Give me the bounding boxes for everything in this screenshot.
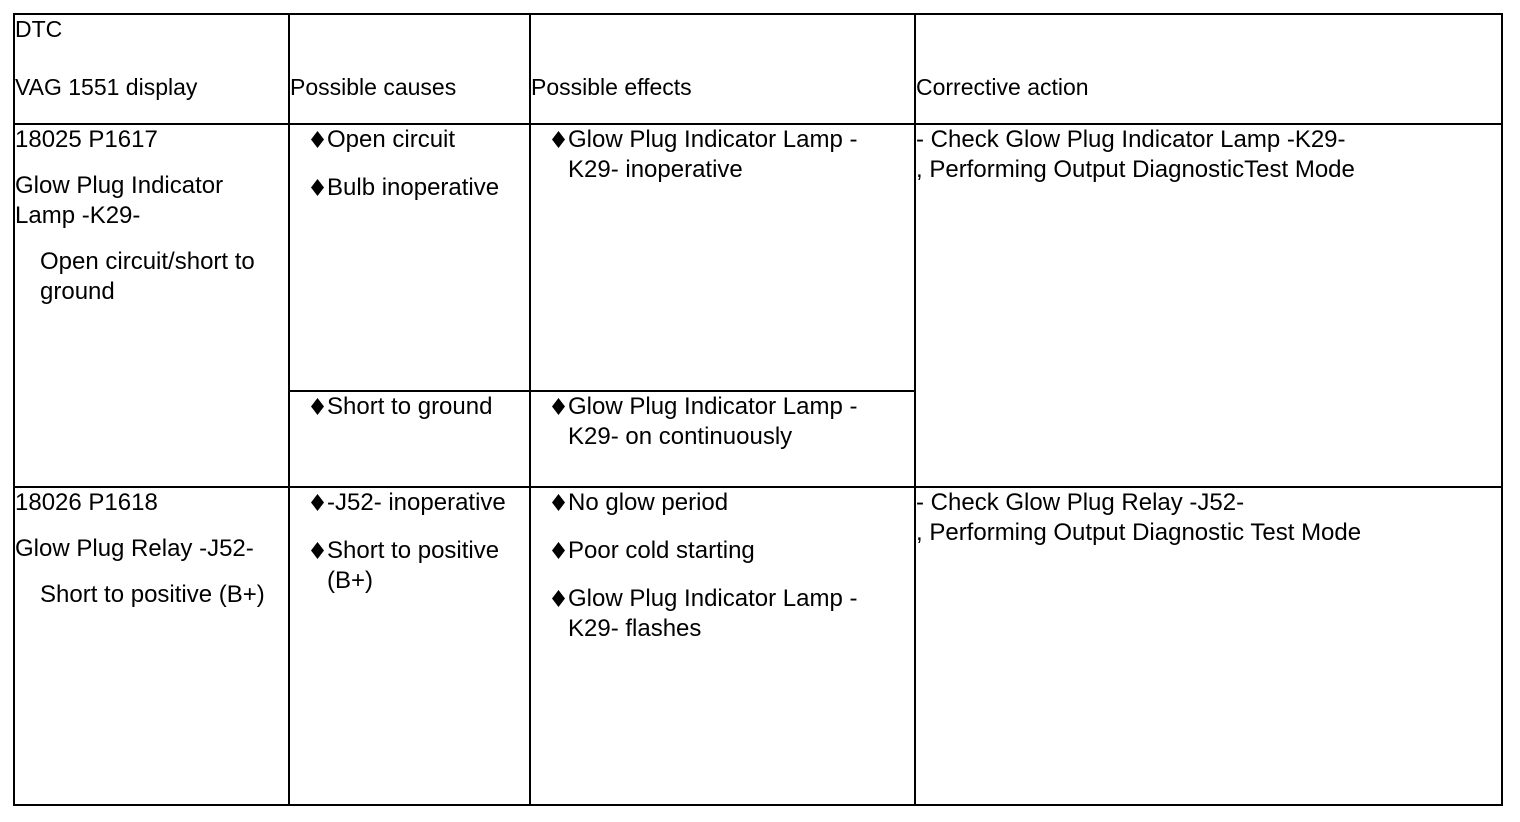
action-line: - Check Glow Plug Indicator Lamp -K29- bbox=[916, 126, 1346, 153]
dtc-table bbox=[13, 13, 1503, 806]
table-row bbox=[14, 124, 1502, 391]
effect-text: No glow period bbox=[568, 489, 729, 516]
cause-text: Open circuit bbox=[327, 126, 456, 153]
header-effects-label: Possible effects bbox=[531, 74, 692, 100]
list-item bbox=[290, 392, 529, 422]
diamond-bullet-icon bbox=[311, 131, 324, 148]
effect-text: Glow Plug Indicator Lamp -K29- flashes bbox=[568, 585, 858, 642]
dtc-condition: Open circuit/short to ground bbox=[40, 248, 255, 305]
action-cell bbox=[915, 487, 1502, 805]
dtc-component: Glow Plug Indicator Lamp -K29- bbox=[15, 172, 224, 229]
diamond-bullet-icon bbox=[552, 494, 565, 511]
list-item bbox=[531, 125, 914, 185]
cause-text: Short to positive (B+) bbox=[327, 537, 500, 594]
cause-text: Short to ground bbox=[327, 393, 493, 420]
causes-cell bbox=[289, 487, 530, 805]
effects-cell bbox=[530, 487, 915, 805]
diamond-bullet-icon bbox=[552, 398, 565, 415]
effect-text: Glow Plug Indicator Lamp -K29- on continuously bbox=[568, 393, 858, 450]
list-item bbox=[531, 392, 914, 452]
action-line: - Check Glow Plug Relay -J52- bbox=[916, 489, 1245, 516]
effect-text: Glow Plug Indicator Lamp -K29- inoperative bbox=[568, 126, 858, 183]
dtc-component: Glow Plug Relay -J52- bbox=[15, 535, 254, 562]
list-item bbox=[531, 488, 914, 518]
dtc-cell bbox=[14, 487, 289, 805]
header-row bbox=[14, 14, 1502, 124]
diamond-bullet-icon bbox=[311, 542, 324, 559]
header-dtc-label: DTC bbox=[15, 16, 63, 42]
causes-cell bbox=[289, 124, 530, 391]
dtc-code: 18026 P1618 bbox=[15, 489, 158, 516]
header-action bbox=[915, 14, 1502, 124]
header-dtc bbox=[14, 14, 289, 124]
dtc-cell bbox=[14, 124, 289, 487]
diamond-bullet-icon bbox=[552, 590, 565, 607]
cause-text: -J52- inoperative bbox=[327, 489, 506, 516]
list-item bbox=[290, 488, 529, 518]
diamond-bullet-icon bbox=[552, 131, 565, 148]
effects-cell bbox=[530, 391, 915, 487]
header-causes bbox=[289, 14, 530, 124]
action-cell bbox=[915, 124, 1502, 487]
header-causes-label: Possible causes bbox=[290, 74, 457, 100]
diamond-bullet-icon bbox=[552, 542, 565, 559]
action-line: , Performing Output DiagnosticTest Mode bbox=[916, 156, 1355, 183]
effects-cell bbox=[530, 124, 915, 391]
causes-cell bbox=[289, 391, 530, 487]
list-item bbox=[290, 125, 529, 155]
action-line: , Performing Output Diagnostic Test Mode bbox=[916, 519, 1362, 546]
list-item bbox=[290, 536, 529, 596]
effect-text: Poor cold starting bbox=[568, 537, 755, 564]
header-effects bbox=[530, 14, 915, 124]
list-item bbox=[290, 173, 529, 203]
header-display-label: VAG 1551 display bbox=[15, 74, 198, 100]
diamond-bullet-icon bbox=[311, 398, 324, 415]
diamond-bullet-icon bbox=[311, 179, 324, 196]
header-action-label: Corrective action bbox=[916, 74, 1089, 100]
dtc-condition: Short to positive (B+) bbox=[40, 581, 265, 608]
diamond-bullet-icon bbox=[311, 494, 324, 511]
list-item bbox=[531, 536, 914, 566]
dtc-code: 18025 P1617 bbox=[15, 126, 158, 153]
table-row bbox=[14, 487, 1502, 805]
list-item bbox=[531, 584, 914, 644]
cause-text: Bulb inoperative bbox=[327, 174, 500, 201]
